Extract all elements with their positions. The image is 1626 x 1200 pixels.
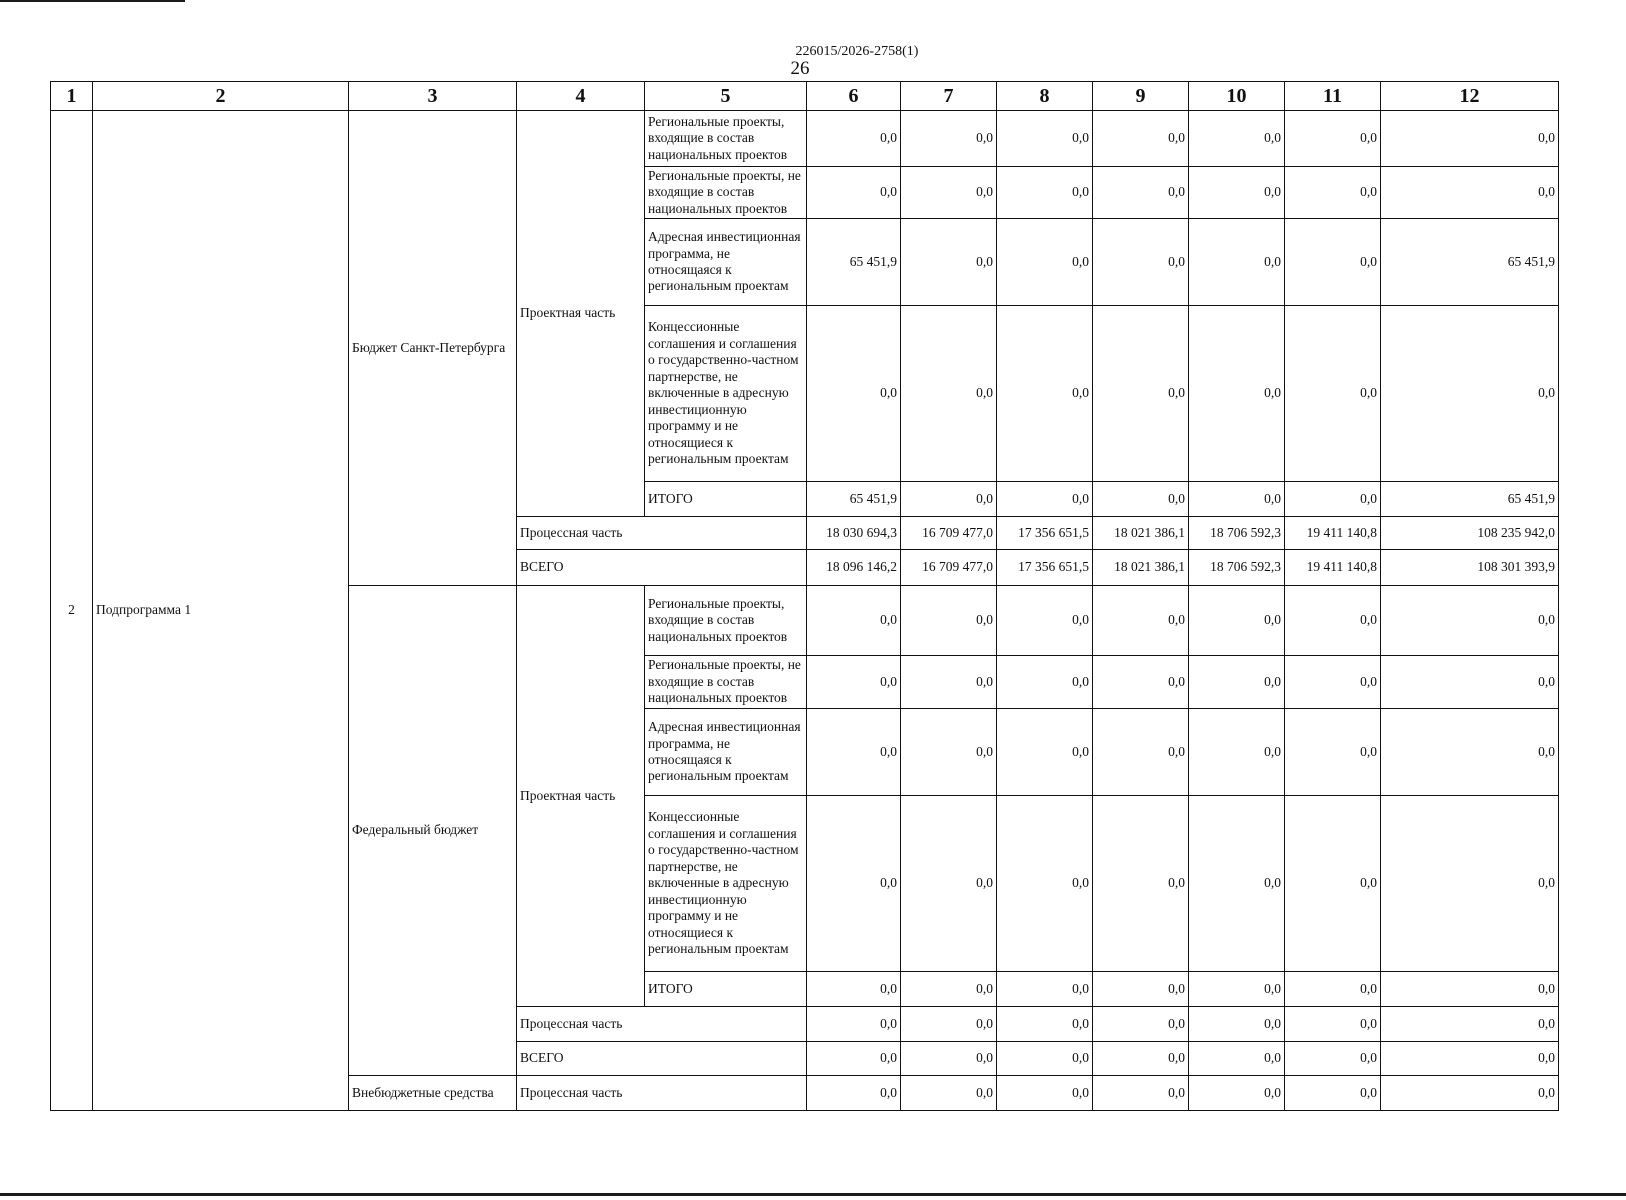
subtotal-label: ИТОГО xyxy=(645,972,807,1007)
column-number: 3 xyxy=(349,82,517,111)
value-cell: 0,0 xyxy=(807,1042,901,1076)
value-cell: 0,0 xyxy=(901,972,997,1007)
value-cell: 0,0 xyxy=(1189,796,1285,972)
column-number: 7 xyxy=(901,82,997,111)
value-cell: 0,0 xyxy=(1093,306,1189,482)
value-cell: 0,0 xyxy=(1189,111,1285,167)
value-cell: 19 411 140,8 xyxy=(1285,550,1381,586)
value-cell: 0,0 xyxy=(1285,796,1381,972)
value-cell: 0,0 xyxy=(1285,482,1381,517)
value-cell: 0,0 xyxy=(997,972,1093,1007)
value-cell: 0,0 xyxy=(997,1007,1093,1042)
value-cell: 108 301 393,9 xyxy=(1381,550,1559,586)
value-cell: 0,0 xyxy=(807,1007,901,1042)
value-cell: 0,0 xyxy=(1189,1076,1285,1111)
value-cell: 0,0 xyxy=(997,1042,1093,1076)
value-cell: 0,0 xyxy=(901,709,997,796)
value-cell: 0,0 xyxy=(1381,1076,1559,1111)
funding-source: Бюджет Санкт-Петербурга xyxy=(349,111,517,586)
value-cell: 0,0 xyxy=(997,1076,1093,1111)
value-cell: 17 356 651,5 xyxy=(997,550,1093,586)
value-cell: 0,0 xyxy=(1285,219,1381,306)
column-number: 6 xyxy=(807,82,901,111)
value-cell: 16 709 477,0 xyxy=(901,517,997,550)
value-cell: 0,0 xyxy=(1093,709,1189,796)
value-cell: 0,0 xyxy=(1093,796,1189,972)
value-cell: 108 235 942,0 xyxy=(1381,517,1559,550)
value-cell: 18 096 146,2 xyxy=(807,550,901,586)
column-number: 12 xyxy=(1381,82,1559,111)
value-cell: 0,0 xyxy=(807,796,901,972)
expense-type: Региональные проекты, не входящие в состав национальных проектов xyxy=(645,167,807,219)
funding-source: Внебюджетные средства xyxy=(349,1076,517,1111)
funding-source: Федеральный бюджет xyxy=(349,586,517,1076)
expense-type: Региональные проекты, входящие в состав национальных проектов xyxy=(645,586,807,656)
subprogram-name: Подпрограмма 1 xyxy=(93,111,349,1111)
value-cell: 0,0 xyxy=(997,796,1093,972)
value-cell: 0,0 xyxy=(1285,167,1381,219)
value-cell: 0,0 xyxy=(997,709,1093,796)
value-cell: 0,0 xyxy=(807,1076,901,1111)
value-cell: 0,0 xyxy=(901,1042,997,1076)
value-cell: 0,0 xyxy=(901,1007,997,1042)
value-cell: 0,0 xyxy=(1093,656,1189,709)
value-cell: 0,0 xyxy=(1189,709,1285,796)
value-cell: 17 356 651,5 xyxy=(997,517,1093,550)
value-cell: 0,0 xyxy=(807,972,901,1007)
value-cell: 0,0 xyxy=(807,306,901,482)
value-cell: 0,0 xyxy=(1381,972,1559,1007)
value-cell: 0,0 xyxy=(1189,219,1285,306)
value-cell: 18 021 386,1 xyxy=(1093,550,1189,586)
value-cell: 0,0 xyxy=(997,111,1093,167)
expense-type: Адресная инвестиционная программа, не относящаяся к региональным проектам xyxy=(645,709,807,796)
project-part-label: Проектная часть xyxy=(517,586,645,1007)
value-cell: 0,0 xyxy=(997,586,1093,656)
total-label: ВСЕГО xyxy=(517,1042,807,1076)
value-cell: 0,0 xyxy=(901,796,997,972)
financing-table xyxy=(50,81,1559,1111)
value-cell: 18 706 592,3 xyxy=(1189,550,1285,586)
column-number-row xyxy=(51,82,1559,111)
value-cell: 0,0 xyxy=(1093,1042,1189,1076)
value-cell: 0,0 xyxy=(1381,796,1559,972)
value-cell: 0,0 xyxy=(997,656,1093,709)
value-cell: 18 021 386,1 xyxy=(1093,517,1189,550)
value-cell: 0,0 xyxy=(901,219,997,306)
value-cell: 18 030 694,3 xyxy=(807,517,901,550)
value-cell: 0,0 xyxy=(1381,1042,1559,1076)
value-cell: 0,0 xyxy=(1093,1076,1189,1111)
value-cell: 0,0 xyxy=(901,656,997,709)
value-cell: 0,0 xyxy=(997,219,1093,306)
value-cell: 0,0 xyxy=(901,167,997,219)
value-cell: 0,0 xyxy=(807,709,901,796)
value-cell: 0,0 xyxy=(1189,306,1285,482)
value-cell: 0,0 xyxy=(1093,972,1189,1007)
value-cell: 0,0 xyxy=(1285,972,1381,1007)
process-part-label: Процессная часть xyxy=(517,1007,807,1042)
value-cell: 0,0 xyxy=(1285,586,1381,656)
value-cell: 65 451,9 xyxy=(807,482,901,517)
column-number: 1 xyxy=(51,82,93,111)
scan-edge-top xyxy=(0,0,185,2)
value-cell: 0,0 xyxy=(1189,482,1285,517)
value-cell: 65 451,9 xyxy=(807,219,901,306)
value-cell: 0,0 xyxy=(807,167,901,219)
value-cell: 0,0 xyxy=(1189,972,1285,1007)
value-cell: 0,0 xyxy=(1381,1007,1559,1042)
value-cell: 0,0 xyxy=(1189,167,1285,219)
value-cell: 0,0 xyxy=(807,656,901,709)
value-cell: 0,0 xyxy=(1093,482,1189,517)
value-cell: 0,0 xyxy=(1381,167,1559,219)
value-cell: 0,0 xyxy=(1285,306,1381,482)
table-row xyxy=(51,111,1559,167)
value-cell: 0,0 xyxy=(901,1076,997,1111)
column-number: 4 xyxy=(517,82,645,111)
value-cell: 0,0 xyxy=(901,586,997,656)
column-number: 9 xyxy=(1093,82,1189,111)
value-cell: 0,0 xyxy=(1189,656,1285,709)
expense-type: Адресная инвестиционная программа, не относящаяся к региональным проектам xyxy=(645,219,807,306)
value-cell: 0,0 xyxy=(1285,111,1381,167)
column-number: 11 xyxy=(1285,82,1381,111)
value-cell: 0,0 xyxy=(1093,219,1189,306)
process-part-label: Процессная часть xyxy=(517,517,807,550)
scan-edge-bottom xyxy=(0,1193,1626,1196)
value-cell: 0,0 xyxy=(901,482,997,517)
value-cell: 0,0 xyxy=(1285,656,1381,709)
value-cell: 0,0 xyxy=(1285,1076,1381,1111)
value-cell: 0,0 xyxy=(1381,111,1559,167)
expense-type: Концессионные соглашения и соглашения о государственно-частном партнерстве, не включенные в адресную инвестиционную программу и не относящиеся к региональным проектам xyxy=(645,306,807,482)
row-number: 2 xyxy=(51,111,93,1111)
value-cell: 0,0 xyxy=(997,167,1093,219)
value-cell: 0,0 xyxy=(997,482,1093,517)
value-cell: 65 451,9 xyxy=(1381,219,1559,306)
value-cell: 0,0 xyxy=(1285,709,1381,796)
value-cell: 0,0 xyxy=(1093,111,1189,167)
column-number: 8 xyxy=(997,82,1093,111)
value-cell: 0,0 xyxy=(1285,1042,1381,1076)
value-cell: 19 411 140,8 xyxy=(1285,517,1381,550)
value-cell: 65 451,9 xyxy=(1381,482,1559,517)
value-cell: 0,0 xyxy=(1381,306,1559,482)
document-number: 226015/2026-2758(1) xyxy=(795,44,919,59)
expense-type: Региональные проекты, не входящие в состав национальных проектов xyxy=(645,656,807,709)
value-cell: 0,0 xyxy=(1189,586,1285,656)
value-cell: 0,0 xyxy=(1093,167,1189,219)
expense-type: Концессионные соглашения и соглашения о государственно-частном партнерстве, не включенные в адресную инвестиционную программу и не относящиеся к региональным проектам xyxy=(645,796,807,972)
value-cell: 0,0 xyxy=(807,111,901,167)
value-cell: 0,0 xyxy=(1093,1007,1189,1042)
value-cell: 16 709 477,0 xyxy=(901,550,997,586)
process-part-label: Процессная часть xyxy=(517,1076,807,1111)
value-cell: 0,0 xyxy=(1285,1007,1381,1042)
value-cell: 0,0 xyxy=(1093,586,1189,656)
value-cell: 0,0 xyxy=(901,306,997,482)
value-cell: 0,0 xyxy=(997,306,1093,482)
page-number: 26 xyxy=(790,58,810,79)
value-cell: 18 706 592,3 xyxy=(1189,517,1285,550)
column-number: 5 xyxy=(645,82,807,111)
expense-type: Региональные проекты, входящие в состав национальных проектов xyxy=(645,111,807,167)
value-cell: 0,0 xyxy=(1381,709,1559,796)
subtotal-label: ИТОГО xyxy=(645,482,807,517)
project-part-label: Проектная часть xyxy=(517,111,645,517)
column-number: 10 xyxy=(1189,82,1285,111)
value-cell: 0,0 xyxy=(1381,586,1559,656)
value-cell: 0,0 xyxy=(1189,1042,1285,1076)
value-cell: 0,0 xyxy=(1381,656,1559,709)
value-cell: 0,0 xyxy=(901,111,997,167)
total-label: ВСЕГО xyxy=(517,550,807,586)
column-number: 2 xyxy=(93,82,349,111)
value-cell: 0,0 xyxy=(1189,1007,1285,1042)
value-cell: 0,0 xyxy=(807,586,901,656)
